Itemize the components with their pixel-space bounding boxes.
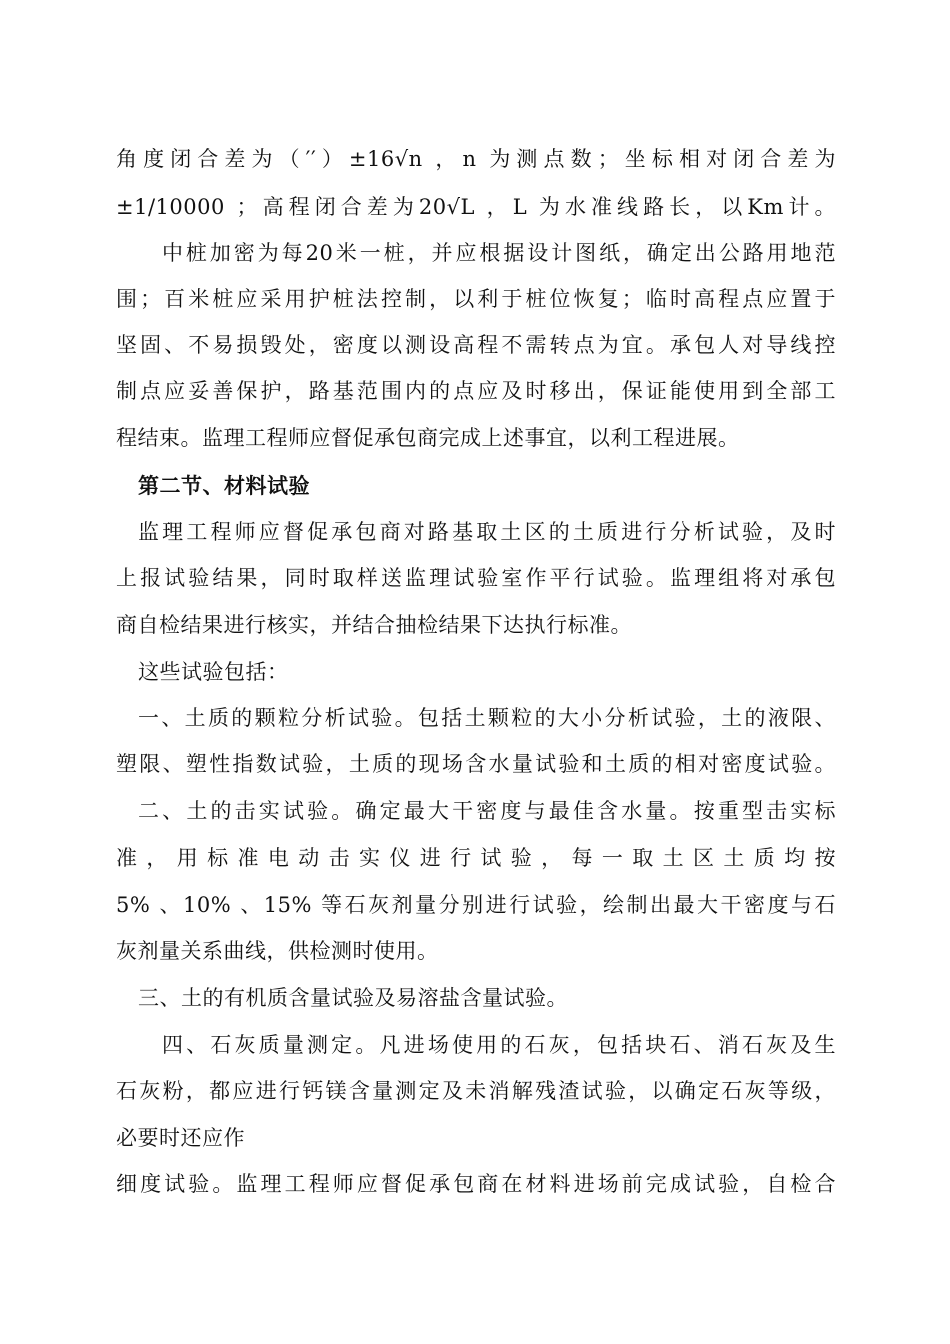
text-line-6: 制点应妥善保护，路基范围内的点应及时移出，保证能使用到全部工 (116, 379, 836, 403)
text-line-9: 监理工程师应督促承包商对路基取土区的土质进行分析试验，及时 (138, 520, 836, 544)
text-line-15: 二、土的击实试验。确定最大干密度与最佳含水量。按重型击实标 (138, 799, 836, 823)
text-line-2: ±1/10000 ；高程闭合差为20√L ，L 为水准线路长，以Km计。 (116, 195, 836, 219)
text-line-23: 细度试验。监理工程师应督促承包商在材料进场前完成试验，自检合 (116, 1172, 836, 1196)
text-line-17: 5% 、10% 、15% 等石灰剂量分别进行试验，绘制出最大干密度与石 (116, 893, 836, 917)
text-line-14: 塑限、塑性指数试验，土质的现场含水量试验和土质的相对密度试验。 (116, 752, 836, 776)
text-line-4: 围；百米桩应采用护桩法控制，以利于桩位恢复；临时高程点应置于 (116, 287, 836, 311)
text-line-12: 这些试验包括： (138, 660, 289, 684)
text-line-16: 准，用标准电动击实仪进行试验，每一取土区土质均按 (116, 846, 836, 870)
text-line-3: 中桩加密为每20米一桩，并应根据设计图纸，确定出公路用地范 (162, 241, 836, 265)
text-line-20: 四、石灰质量测定。凡进场使用的石灰，包括块石、消石灰及生 (162, 1033, 836, 1057)
text-line-13: 一、土质的颗粒分析试验。包括土颗粒的大小分析试验，土的液限、 (138, 706, 836, 730)
text-line-10: 上报试验结果，同时取样送监理试验室作平行试验。监理组将对承包 (116, 566, 836, 590)
text-line-11: 商自检结果进行核实，并结合抽检结果下达执行标准。 (116, 613, 632, 637)
section-heading: 第二节、材料试验 (138, 474, 310, 498)
text-line-18: 灰剂量关系曲线，供检测时使用。 (116, 939, 439, 963)
text-line-22: 必要时还应作 (116, 1126, 245, 1150)
text-line-5: 坚固、不易损毁处，密度以测设高程不需转点为宜。承包人对导线控 (116, 333, 836, 357)
text-line-7: 程结束。监理工程师应督促承包商完成上述事宜，以利工程进展。 (116, 426, 740, 450)
text-line-1: 角度闭合差为（′′）±16√n ，n 为测点数；坐标相对闭合差为 (116, 147, 836, 171)
text-line-21: 石灰粉，都应进行钙镁含量测定及未消解残渣试验，以确定石灰等级， (116, 1079, 836, 1103)
text-line-19: 三、土的有机质含量试验及易溶盐含量试验。 (138, 986, 568, 1010)
